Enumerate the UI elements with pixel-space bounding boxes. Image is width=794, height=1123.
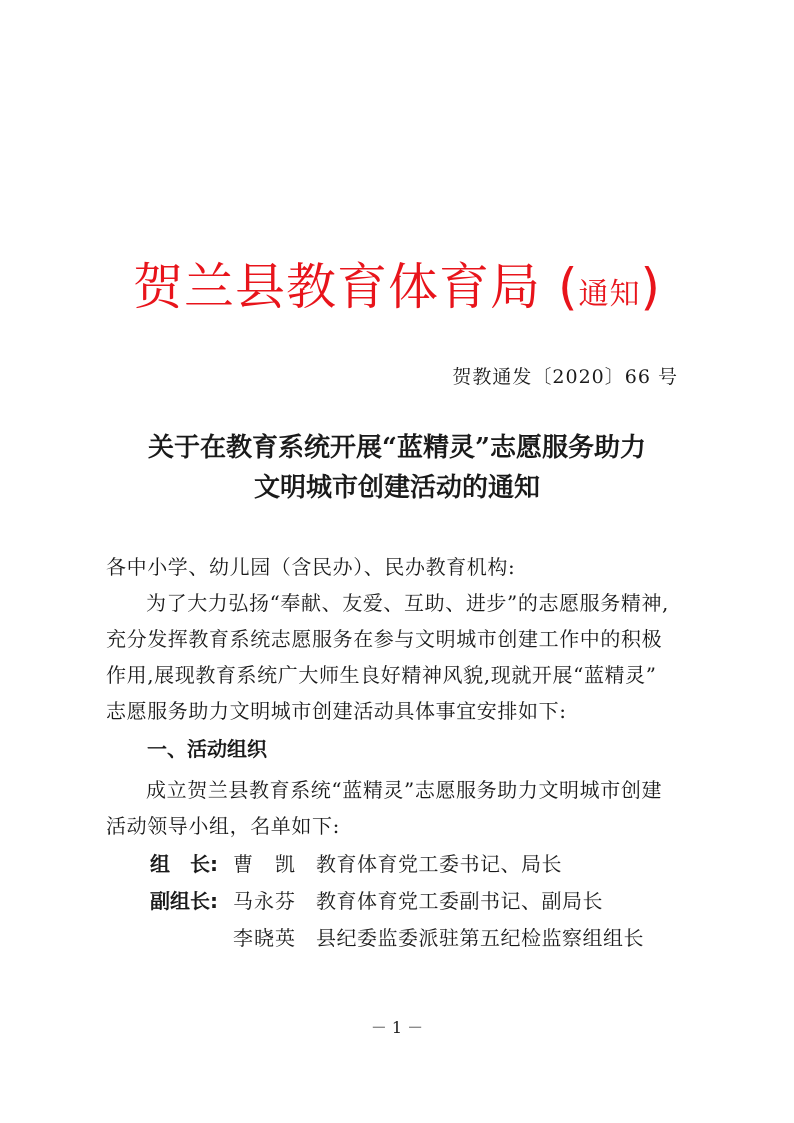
title-line-2: 文明城市创建活动的通知: [253, 473, 540, 503]
issuing-organization: 贺兰县教育体育局: [133, 258, 542, 316]
member-name: 曹 凯: [233, 852, 296, 876]
member-name: 李晓英: [233, 926, 296, 950]
header-paren-open: (: [557, 258, 579, 316]
paragraph-2-line: 活动领导小组，名单如下:: [106, 814, 340, 838]
document-type: 通知: [578, 277, 641, 312]
paragraph-1-line: 作用,展现教育系统广大师生良好精神风貌,现就开展“蓝精灵”: [106, 663, 657, 687]
paragraph-1-line: 充分发挥教育系统志愿服务在参与文明城市创建工作中的积极: [106, 627, 663, 651]
member-name: 马永芬: [233, 889, 296, 913]
paragraph-2-line: 成立贺兰县教育系统“蓝精灵”志愿服务助力文明城市创建: [146, 778, 663, 802]
document-title: [0, 428, 794, 508]
member-role: 副组长:: [150, 889, 218, 913]
document-number: 贺教通发〔2020〕66 号: [452, 366, 678, 388]
member-title: 教育体育党工委副书记、副局长: [316, 889, 603, 913]
title-line-1: 关于在教育系统开展“蓝精灵”志愿服务助力: [148, 433, 646, 463]
header-paren-close: ): [640, 258, 661, 316]
paragraph-2: [106, 772, 696, 844]
paragraph-1: [106, 585, 696, 729]
member-role: 组 长:: [150, 852, 218, 876]
member-title: 县纪委监委派驻第五纪检监察组组长: [316, 926, 644, 950]
section-heading: 一、活动组织: [147, 737, 267, 761]
page-number: － 1 －: [370, 1018, 424, 1037]
paragraph-1-line: 志愿服务助力文明城市创建活动具体事宜安排如下:: [106, 699, 567, 723]
paragraph-1-line: 为了大力弘扬“奉献、友爱、互助、进步”的志愿服务精神,: [146, 591, 670, 615]
member-title: 教育体育党工委书记、局长: [316, 852, 562, 876]
document-header: [0, 252, 794, 330]
salutation: 各中小学、幼儿园（含民办）、民办教育机构:: [106, 555, 516, 579]
